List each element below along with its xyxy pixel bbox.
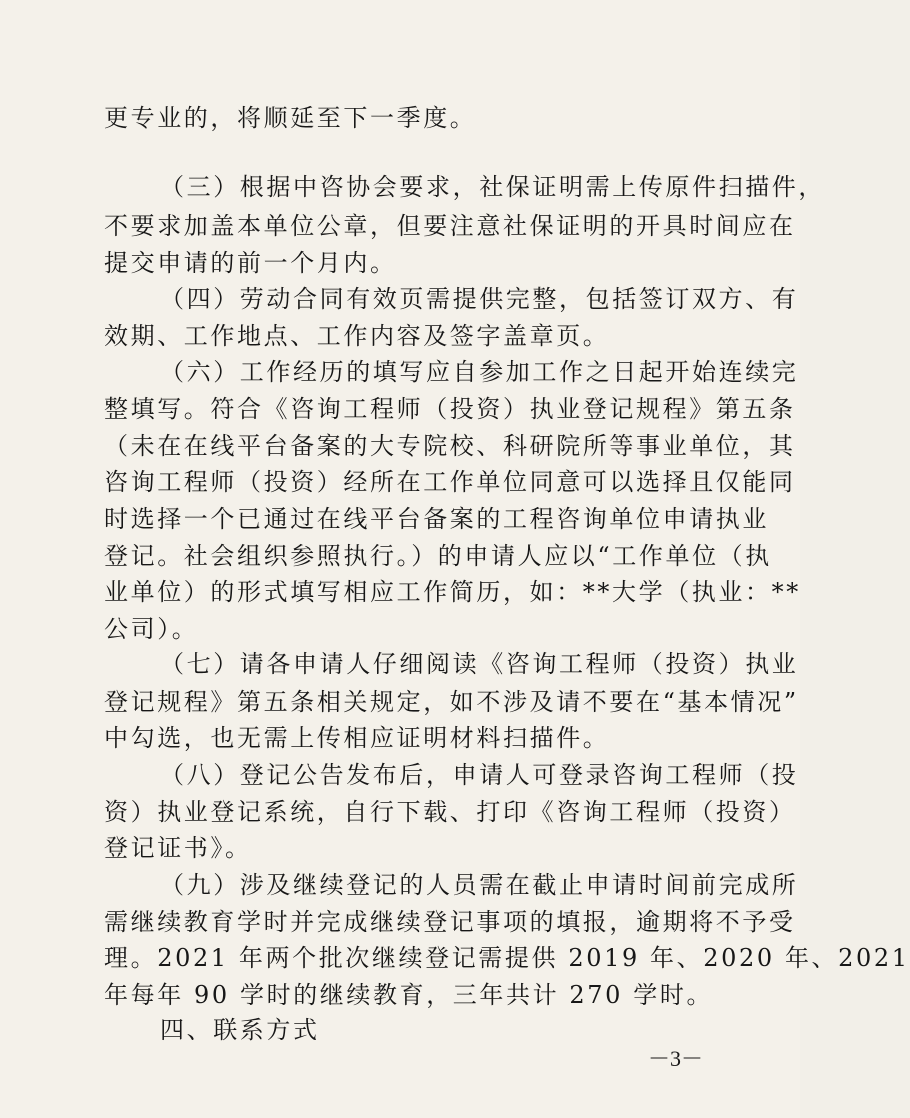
paragraph-line: 时选择一个已通过在线平台备案的工程咨询单位申请执业 — [104, 505, 769, 533]
paragraph-line: （九）涉及继续登记的人员需在截止申请时间前完成所 — [160, 871, 799, 899]
paragraph-line: 咨询工程师（投资）经所在工作单位同意可以选择且仅能同 — [104, 468, 796, 496]
paragraph-line: 业单位）的形式填写相应工作简历，如：**大学（执业：** — [104, 578, 801, 606]
paragraph-line: 公司）。 — [104, 615, 199, 643]
section-heading: 四、联系方式 — [160, 1016, 320, 1044]
paragraph-line: 资）执业登记系统，自行下载、打印《咨询工程师（投资） — [104, 798, 796, 826]
paragraph-line: 登记证书》。 — [104, 834, 252, 862]
paragraph-line: （六）工作经历的填写应自参加工作之日起开始连续完 — [160, 358, 799, 386]
paragraph-line: 整填写。符合《咨询工程师（投资）执业登记规程》第五条 — [104, 395, 796, 423]
paragraph-line: 登记。社会组织参照执行。）的申请人应以“工作单位（执 — [104, 542, 772, 570]
paragraph-line: 提交申请的前一个月内。 — [104, 249, 397, 277]
paragraph-line: （未在在线平台备案的大专院校、科研院所等事业单位，其 — [104, 432, 796, 460]
paragraph-line: （四）劳动合同有效页需提供完整，包括签订双方、有 — [160, 285, 799, 313]
paragraph-line: 效期、工作地点、工作内容及签字盖章页。 — [104, 322, 610, 350]
paragraph-line: 登记规程》第五条相关规定，如不涉及请不要在“基本情况” — [104, 688, 799, 716]
paragraph-line: 需继续教育学时并完成继续登记事项的填报，逾期将不予受 — [104, 908, 796, 936]
paragraph-line: 更专业的，将顺延至下一季度。 — [104, 104, 477, 132]
paragraph-line: （三）根据中咨协会要求，社保证明需上传原件扫描件， — [160, 173, 825, 201]
paragraph-line: （七）请各申请人仔细阅读《咨询工程师（投资）执业 — [160, 650, 799, 678]
paragraph-line: （八）登记公告发布后，申请人可登录咨询工程师（投 — [160, 761, 799, 789]
paragraph-line: 中勾选，也无需上传相应证明材料扫描件。 — [104, 724, 610, 752]
paragraph-line: 年每年 90 学时的继续教育，三年共计 270 学时。 — [104, 981, 714, 1009]
paragraph-line: 理。2021 年两个批次继续登记需提供 2019 年、2020 年、2021 — [104, 944, 910, 972]
paragraph-line: 不要求加盖本单位公章，但要注意社保证明的开具时间应在 — [104, 212, 796, 240]
page-number: －3－ — [648, 1046, 704, 1071]
